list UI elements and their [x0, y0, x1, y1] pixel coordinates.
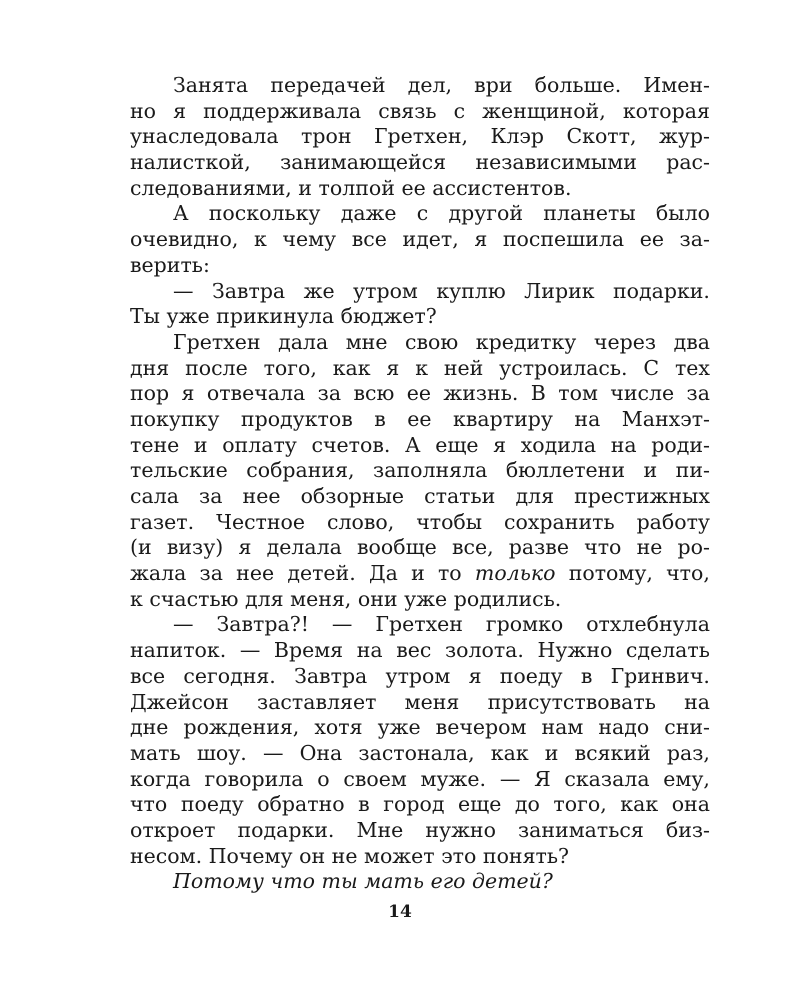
word: они [357, 586, 398, 611]
text-line [130, 612, 710, 638]
word: я [386, 355, 400, 380]
text-line [130, 510, 710, 536]
word: в [374, 406, 386, 431]
word: бюджет? [340, 304, 437, 329]
word: статьи [424, 484, 496, 508]
word: тельские [130, 458, 228, 483]
word: чему [282, 227, 337, 252]
word: к [253, 227, 267, 252]
word: ее [407, 406, 432, 431]
word: всякий [574, 740, 651, 765]
word: ходила [520, 432, 597, 457]
word: С [643, 355, 660, 380]
word: ней [443, 355, 484, 380]
word: застонала, [358, 740, 475, 765]
word: было [655, 201, 710, 226]
text-line [130, 150, 710, 176]
word: Мне [356, 817, 404, 842]
word: сегодня. [183, 663, 276, 688]
word: устроилась. [499, 355, 628, 380]
word: Гретхен, [373, 124, 469, 149]
word: за [686, 381, 710, 406]
word: в [580, 663, 593, 688]
text-line [130, 690, 710, 716]
word: поскольку [208, 201, 321, 226]
word: — [173, 612, 194, 637]
word: следованиями, [130, 175, 292, 200]
word: подарки. [237, 817, 335, 842]
word: Клэр [490, 124, 544, 149]
word: поспешила [502, 227, 625, 252]
word: нее [242, 484, 281, 508]
word: говорила [204, 766, 304, 791]
word: Время [273, 638, 344, 663]
text-line [130, 638, 710, 664]
word: может [364, 843, 435, 868]
word: поеду [499, 663, 563, 688]
text-line [130, 792, 710, 818]
word: как [332, 355, 371, 380]
word: мне [345, 329, 388, 354]
word: на [684, 689, 710, 714]
word: поеду [180, 792, 244, 817]
word: я [173, 98, 187, 123]
word: его [430, 869, 466, 894]
text-line [130, 869, 710, 895]
word: Нужно [537, 638, 613, 663]
page-number: 14 [388, 902, 412, 922]
word: куплю [436, 278, 506, 303]
word: все, [451, 535, 494, 560]
word: дала [278, 329, 329, 354]
word: Да [368, 561, 398, 586]
word: несом. [130, 843, 203, 868]
word: кредитку [475, 329, 577, 354]
word: планеты [543, 201, 636, 226]
word: для [245, 586, 284, 611]
word: Почему [208, 843, 293, 868]
text-line [130, 330, 710, 356]
word: жала [130, 561, 187, 586]
word: с [416, 201, 429, 226]
word: жизнь. [443, 381, 519, 406]
text-line [130, 433, 710, 459]
word: пи- [675, 458, 710, 483]
word: тех [674, 355, 710, 380]
text-line [130, 484, 710, 510]
word: отхлебнула [586, 612, 710, 637]
word: к [415, 355, 428, 380]
word: о [317, 766, 330, 791]
word: трон [301, 124, 352, 149]
word: того, [263, 355, 317, 380]
word: ее [401, 175, 426, 200]
body-text [130, 73, 710, 895]
text-line [130, 279, 710, 305]
text-line [130, 844, 710, 870]
text-line [130, 561, 710, 587]
word: другой [448, 201, 524, 226]
word: связь [378, 98, 437, 123]
word: же [303, 278, 335, 303]
word: за [199, 484, 223, 508]
word: громко [485, 612, 564, 637]
word: за [317, 381, 342, 406]
word: ври [474, 73, 513, 97]
word: толпой [318, 175, 395, 200]
word: ему, [663, 766, 710, 791]
word: А [173, 201, 189, 226]
word: идет, [402, 227, 459, 252]
word: слово, [326, 509, 395, 534]
word: когда [130, 766, 191, 791]
word: уже [166, 304, 210, 329]
word: меня [404, 689, 460, 714]
word: сделать [625, 638, 710, 663]
word: для [515, 484, 555, 508]
word: обзорные [300, 484, 405, 508]
word: счастью [149, 586, 239, 611]
word: потому, [568, 561, 653, 586]
word: покупку [130, 406, 220, 431]
word: газет. [130, 509, 195, 534]
word: даже [340, 201, 397, 226]
word: и [298, 175, 312, 200]
word: не [636, 535, 663, 560]
text-line [130, 304, 710, 330]
word: дел, [407, 73, 453, 97]
word: В [530, 381, 546, 406]
word: рас- [666, 150, 710, 175]
word: город [383, 792, 445, 817]
word: Она [299, 740, 343, 765]
word: продуктов [240, 406, 353, 431]
word: Гретхен [173, 329, 261, 354]
word: вечером [435, 715, 527, 740]
word: Гретхен [375, 612, 463, 637]
word: Завтра [211, 278, 286, 303]
word: что [270, 869, 315, 894]
word: престижных [574, 484, 710, 508]
word: я [181, 381, 195, 406]
word: нужно [425, 817, 496, 842]
word: я [493, 432, 507, 457]
text-line [130, 407, 710, 433]
word: ее [639, 227, 664, 252]
word: ассистентов. [432, 175, 572, 200]
word: заполняла [373, 458, 488, 483]
word: через [593, 329, 657, 354]
word: сала [130, 484, 179, 508]
word: напиток. [130, 638, 227, 663]
word: Потому [173, 869, 264, 894]
word: нам [541, 715, 584, 740]
word: (и [130, 535, 152, 560]
word: после [185, 355, 248, 380]
word: шоу. [196, 740, 247, 765]
word: что, [666, 561, 710, 586]
word: уже [377, 715, 421, 740]
word: понять? [482, 843, 570, 868]
word: еще [435, 432, 479, 457]
text-line [130, 73, 710, 99]
word: я [468, 663, 482, 688]
word: биз- [665, 817, 710, 842]
word: прикинула [216, 304, 335, 329]
word: то [437, 561, 462, 586]
word: это [441, 843, 477, 868]
word: как [620, 792, 659, 817]
word: подарки. [612, 278, 710, 303]
word: родились. [453, 586, 562, 611]
word: на [574, 406, 601, 431]
word: Занята [173, 73, 249, 97]
word: за- [679, 227, 710, 252]
word: верить: [130, 252, 210, 277]
word: которая [622, 98, 710, 123]
text-line [130, 356, 710, 382]
word: — [499, 766, 521, 791]
text-line [130, 818, 710, 844]
word: но [130, 98, 157, 123]
word: оплату [222, 432, 297, 457]
word: — [239, 638, 261, 663]
word: заниматься [517, 817, 644, 842]
word: с [453, 98, 466, 123]
text-line [130, 587, 710, 613]
word: присутствовать [487, 689, 656, 714]
word: что [130, 792, 168, 817]
word: все [351, 227, 387, 252]
word: пор [130, 381, 170, 406]
word: детей. [287, 561, 356, 586]
word: роди- [651, 432, 710, 457]
word: как [490, 740, 529, 765]
word: не [331, 843, 358, 868]
word: Ты [130, 304, 160, 329]
word: в [358, 792, 370, 817]
word: — [173, 278, 194, 303]
word: я [474, 227, 488, 252]
word: утром [353, 278, 418, 303]
text-line [130, 741, 710, 767]
word: Завтра?! [216, 612, 309, 637]
word: Джейсон [130, 689, 229, 714]
word: А [405, 432, 421, 457]
word: к [130, 586, 143, 611]
word: очевидно, [130, 227, 239, 252]
word: надо [598, 715, 650, 740]
word: — [331, 612, 353, 637]
word: она [671, 792, 710, 817]
word: и [544, 740, 559, 765]
word: женщиной, [482, 98, 606, 123]
word: отвечала [206, 381, 306, 406]
word: всю [353, 381, 395, 406]
word: только [474, 561, 556, 586]
word: ро- [677, 535, 710, 560]
word: том [558, 381, 598, 406]
word: делала [266, 535, 342, 560]
word: вес [396, 638, 432, 663]
word: заставляет [257, 689, 377, 714]
word: разве [508, 535, 569, 560]
word: — [262, 740, 284, 765]
word: Я [534, 766, 551, 791]
word: до [514, 792, 540, 817]
word: квартиру [453, 406, 553, 431]
word: вообще [357, 535, 437, 560]
word: нее [236, 561, 275, 586]
word: Честное [216, 509, 306, 534]
word: обратно [257, 792, 345, 817]
word: числе [610, 381, 675, 406]
word: и [193, 432, 208, 457]
word: я [238, 535, 252, 560]
text-line [130, 381, 710, 407]
word: бюллетени [505, 458, 625, 483]
word: и [411, 561, 425, 586]
text-line [130, 535, 710, 561]
word: независимыми [475, 150, 637, 175]
text-line [130, 253, 710, 279]
word: Завтра [294, 663, 368, 688]
word: утром [385, 663, 451, 688]
word: еще [458, 792, 502, 817]
word: на [356, 638, 383, 663]
word: два [673, 329, 710, 354]
word: что [584, 535, 622, 560]
word: счетов. [311, 432, 391, 457]
word: Гринвич. [610, 663, 710, 688]
word: чтобы [416, 509, 483, 534]
text-line [130, 176, 710, 202]
word: унаследовала [130, 124, 279, 149]
word: передачей [270, 73, 386, 97]
word: дня [130, 355, 170, 380]
word: сказала [564, 766, 650, 791]
word: рождения, [183, 715, 300, 740]
word: работу [636, 509, 710, 534]
word: Скотт, [566, 124, 637, 149]
word: сохранить [504, 509, 615, 534]
text-line [130, 227, 710, 253]
word: раз, [666, 740, 710, 765]
word: откроет [130, 817, 216, 842]
word: мать [130, 740, 181, 765]
word: Лирик [524, 278, 595, 303]
text-line [130, 767, 710, 793]
text-line [130, 99, 710, 125]
word: Манхэт- [621, 406, 710, 431]
word: мать [364, 869, 425, 894]
word: на [610, 432, 637, 457]
word: уже [404, 586, 448, 611]
word: за [199, 561, 223, 586]
word: он [299, 843, 326, 868]
word: налисткой, [130, 150, 251, 175]
word: золота. [444, 638, 524, 663]
word: хотя [314, 715, 363, 740]
word: сни- [664, 715, 710, 740]
word: ты [321, 869, 358, 894]
text-line [130, 458, 710, 484]
word: все [130, 663, 166, 688]
word: своем [343, 766, 407, 791]
text-line [130, 124, 710, 150]
text-line [130, 715, 710, 741]
word: больше. [534, 73, 622, 97]
word: поддерживала [203, 98, 362, 123]
word: визу) [166, 535, 224, 560]
word: свою [405, 329, 459, 354]
word: и [643, 458, 658, 483]
word: тене [130, 432, 180, 457]
word: собрания, [246, 458, 355, 483]
word: дне [130, 715, 169, 740]
word: того, [553, 792, 607, 817]
word: Имен- [643, 73, 710, 97]
word: жур- [658, 124, 710, 149]
text-line [130, 664, 710, 690]
word: занимающейся [280, 150, 447, 175]
word: детей? [471, 869, 553, 894]
word: меня, [290, 586, 352, 611]
word: ее [406, 381, 431, 406]
text-line [130, 201, 710, 227]
word: муже. [420, 766, 487, 791]
